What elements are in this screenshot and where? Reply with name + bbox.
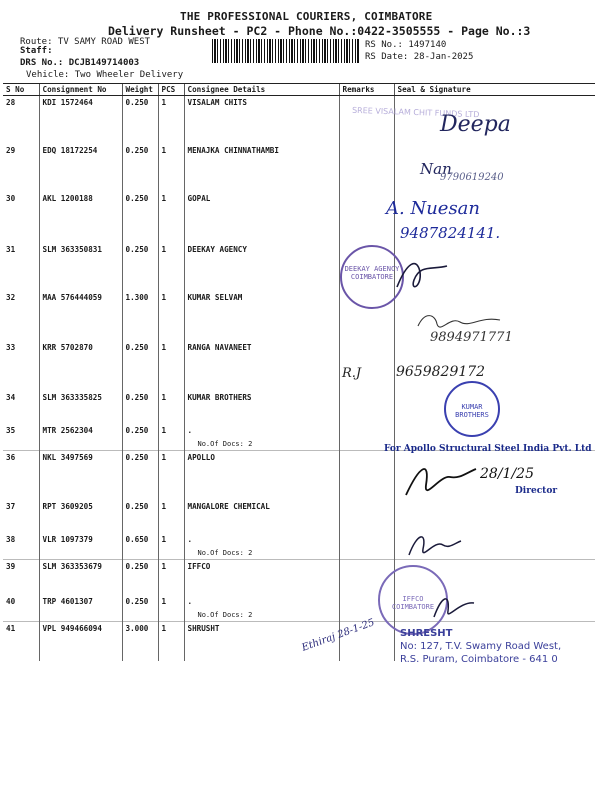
- cell-consignment: TRP 4601307: [39, 595, 122, 622]
- consignee-name: VISALAM CHITS: [187, 98, 247, 107]
- signature-r38: [405, 525, 465, 565]
- cell-weight: 0.250: [122, 450, 158, 500]
- consignee-name: MANGALORE CHEMICAL: [187, 502, 270, 511]
- cell-remarks: [339, 144, 394, 192]
- cell-consignment: SLM 363335825: [39, 391, 122, 424]
- cell-weight: 0.250: [122, 341, 158, 391]
- cell-consignment: MTR 2562304: [39, 424, 122, 451]
- signature-r29: Nan: [420, 160, 452, 178]
- cell-consignment: AKL 1200188: [39, 192, 122, 243]
- table-row: [3, 341, 595, 391]
- cell-consignee: [184, 500, 339, 533]
- cell-pcs: 1: [158, 424, 184, 451]
- signature-r36: [400, 455, 480, 507]
- cell-consignment: NKL 3497569: [39, 450, 122, 500]
- cell-weight: 0.250: [122, 595, 158, 622]
- cell-sno: 35: [6, 425, 16, 435]
- cell-pcs: 1: [158, 341, 184, 391]
- cell-consignment: RPT 3609205: [39, 500, 122, 533]
- docs-count: No.Of Docs: 2: [197, 610, 253, 619]
- consignee-name: GOPAL: [187, 193, 211, 203]
- cell-sno: 33: [6, 342, 16, 352]
- table-row: [3, 595, 595, 622]
- cell-sno: 30: [6, 193, 16, 203]
- table-row: [3, 243, 595, 291]
- col-consignment: Consignment No: [39, 84, 122, 96]
- cell-weight: 0.250: [122, 144, 158, 192]
- route-label: Route: TV SAMY ROAD WEST: [20, 37, 151, 47]
- cell-sno: 37: [6, 502, 16, 511]
- cell-pcs: 1: [158, 243, 184, 291]
- cell-sno: 32: [6, 292, 16, 302]
- docs-count: No.Of Docs: 2: [197, 439, 253, 448]
- consignee-name: .: [187, 596, 193, 606]
- phone-r32: 9894971771: [430, 330, 513, 345]
- docs-count: No.Of Docs: 2: [197, 549, 253, 557]
- consignee-name: KUMAR BROTHERS: [187, 392, 252, 402]
- cell-consignee: [184, 450, 339, 500]
- cell-pcs: 1: [158, 96, 184, 144]
- cell-pcs: 1: [158, 291, 184, 341]
- cell-weight: 0.250: [122, 424, 158, 451]
- cell-remarks: [339, 500, 394, 533]
- phone-r30: 9487824141.: [400, 224, 501, 242]
- cell-consignment: VPL 949466094: [39, 621, 122, 661]
- consignee-name: KUMAR SELVAM: [187, 292, 243, 302]
- cell-remarks: [339, 391, 394, 424]
- cell-sno: 39: [6, 562, 16, 571]
- cell-consignment: SLM 363350831: [39, 243, 122, 291]
- consignee-name: .: [187, 535, 193, 544]
- cell-pcs: 1: [158, 595, 184, 622]
- cell-weight: 0.250: [122, 192, 158, 243]
- table-row: [3, 533, 595, 560]
- cell-sno: 40: [6, 596, 16, 606]
- stamp-kumar-brothers: KUMAR BROTHERS: [444, 381, 500, 437]
- cell-remarks: [339, 450, 394, 500]
- cell-consignee: [184, 424, 339, 451]
- runsheet-table: [3, 83, 595, 661]
- drs-number: DRS No.: DCJB149714003: [20, 58, 140, 68]
- barcode: [212, 39, 360, 63]
- cell-sno: 38: [6, 535, 16, 544]
- shresht-name: SHRESHT: [400, 628, 453, 639]
- rs-number: RS No.: 1497140: [365, 40, 447, 50]
- cell-pcs: 1: [158, 391, 184, 424]
- table-row: [3, 560, 595, 595]
- table-row: [3, 500, 595, 533]
- table-header-row: [3, 84, 595, 96]
- cell-sno: 36: [6, 452, 16, 462]
- table-row: [3, 144, 595, 192]
- cell-consignment: EDQ 18172254: [39, 144, 122, 192]
- cell-consignee: [184, 243, 339, 291]
- cell-sno: 28: [6, 98, 16, 107]
- cell-consignee: [184, 192, 339, 243]
- cell-consignee: [184, 291, 339, 341]
- cell-weight: 3.000: [122, 621, 158, 661]
- cell-pcs: 1: [158, 533, 184, 560]
- cell-pcs: 1: [158, 450, 184, 500]
- cell-consignee: [184, 341, 339, 391]
- table-row: [3, 192, 595, 243]
- table-row: [3, 391, 595, 424]
- staff-label: Staff:: [20, 46, 53, 56]
- cell-pcs: 1: [158, 144, 184, 192]
- cell-consignment: KRR 5702870: [39, 341, 122, 391]
- cell-pcs: 1: [158, 500, 184, 533]
- note-r41: Ethiraj 28-1-25: [300, 617, 377, 654]
- cell-sno: 34: [6, 392, 16, 402]
- cell-weight: 0.250: [122, 560, 158, 595]
- cell-consignee: [184, 560, 339, 595]
- shresht-address-1: No: 127, T.V. Swamy Road West,: [400, 641, 562, 652]
- col-remarks: Remarks: [339, 84, 394, 96]
- col-consignee: Consignee Details: [184, 84, 339, 96]
- cell-remarks: [339, 96, 394, 144]
- cell-consignment: SLM 363353679: [39, 560, 122, 595]
- consignee-name: APOLLO: [187, 452, 215, 462]
- cell-sno: 31: [6, 244, 16, 254]
- signature-deepa: Deepa: [440, 112, 511, 137]
- cell-remarks: [339, 533, 394, 560]
- cell-weight: 0.250: [122, 391, 158, 424]
- cell-weight: 0.250: [122, 500, 158, 533]
- runsheet-title: Delivery Runsheet - PC2 - Phone No.:0422-3505555 - Page No.:3: [108, 24, 531, 38]
- consignee-name: .: [187, 425, 193, 435]
- col-seal-signature: Seal & Signature: [394, 84, 595, 96]
- consignee-name: SHRUSHT: [187, 623, 220, 633]
- cell-pcs: 1: [158, 192, 184, 243]
- mark-r33: R.J: [342, 366, 362, 381]
- cell-weight: 1.300: [122, 291, 158, 341]
- col-weight: Weight: [122, 84, 158, 96]
- consignee-name: DEEKAY AGENCY: [187, 244, 247, 254]
- stamp-iffco: IFFCO COIMBATORE: [378, 565, 448, 635]
- apollo-company-stamp: For Apollo Structural Steel India Pvt. Ltd: [384, 444, 592, 454]
- cell-consignee: [184, 533, 339, 560]
- cell-consignee: [184, 144, 339, 192]
- date-r36: 28/1/25: [480, 466, 534, 482]
- phone-r33: 9659829172: [396, 364, 486, 380]
- consignee-name: MENAJKA CHINNATHAMBI: [187, 145, 279, 155]
- cell-weight: 0.250: [122, 96, 158, 144]
- faded-stamp: SREE VISALAM CHIT FUNDS LTD: [351, 105, 480, 120]
- cell-consignment: MAA 576444059: [39, 291, 122, 341]
- rs-date: RS Date: 28-Jan-2025: [365, 52, 474, 62]
- vehicle-label: Vehicle: Two Wheeler Delivery: [26, 70, 184, 80]
- cell-pcs: 1: [158, 560, 184, 595]
- cell-consignee: [184, 391, 339, 424]
- director-title: Director: [515, 486, 558, 496]
- signature-r31: [392, 252, 452, 296]
- shresht-address-2: R.S. Puram, Coimbatore - 641 0: [400, 654, 558, 665]
- signature-r30: A. Nuesan: [386, 198, 480, 219]
- cell-weight: 0.250: [122, 243, 158, 291]
- consignee-name: IFFCO: [187, 562, 211, 571]
- cell-consignee: [184, 595, 339, 622]
- cell-weight: 0.650: [122, 533, 158, 560]
- phone-r29: 9790619240: [440, 172, 504, 183]
- cell-sno: 29: [6, 145, 16, 155]
- cell-pcs: 1: [158, 621, 184, 661]
- col-pcs: PCS: [158, 84, 184, 96]
- col-sno: S No: [3, 84, 39, 96]
- company-name: THE PROFESSIONAL COURIERS, COIMBATORE: [180, 10, 433, 23]
- cell-consignment: VLR 1097379: [39, 533, 122, 560]
- stamp-deekay: DEEKAY AGENCY COIMBATORE: [340, 245, 404, 309]
- signature-r39: [430, 585, 480, 625]
- cell-consignee: [184, 96, 339, 144]
- consignee-name: RANGA NAVANEET: [187, 342, 252, 352]
- cell-consignment: KDI 1572464: [39, 96, 122, 144]
- stamp-shresht: [400, 627, 561, 666]
- cell-sno: 41: [6, 623, 16, 633]
